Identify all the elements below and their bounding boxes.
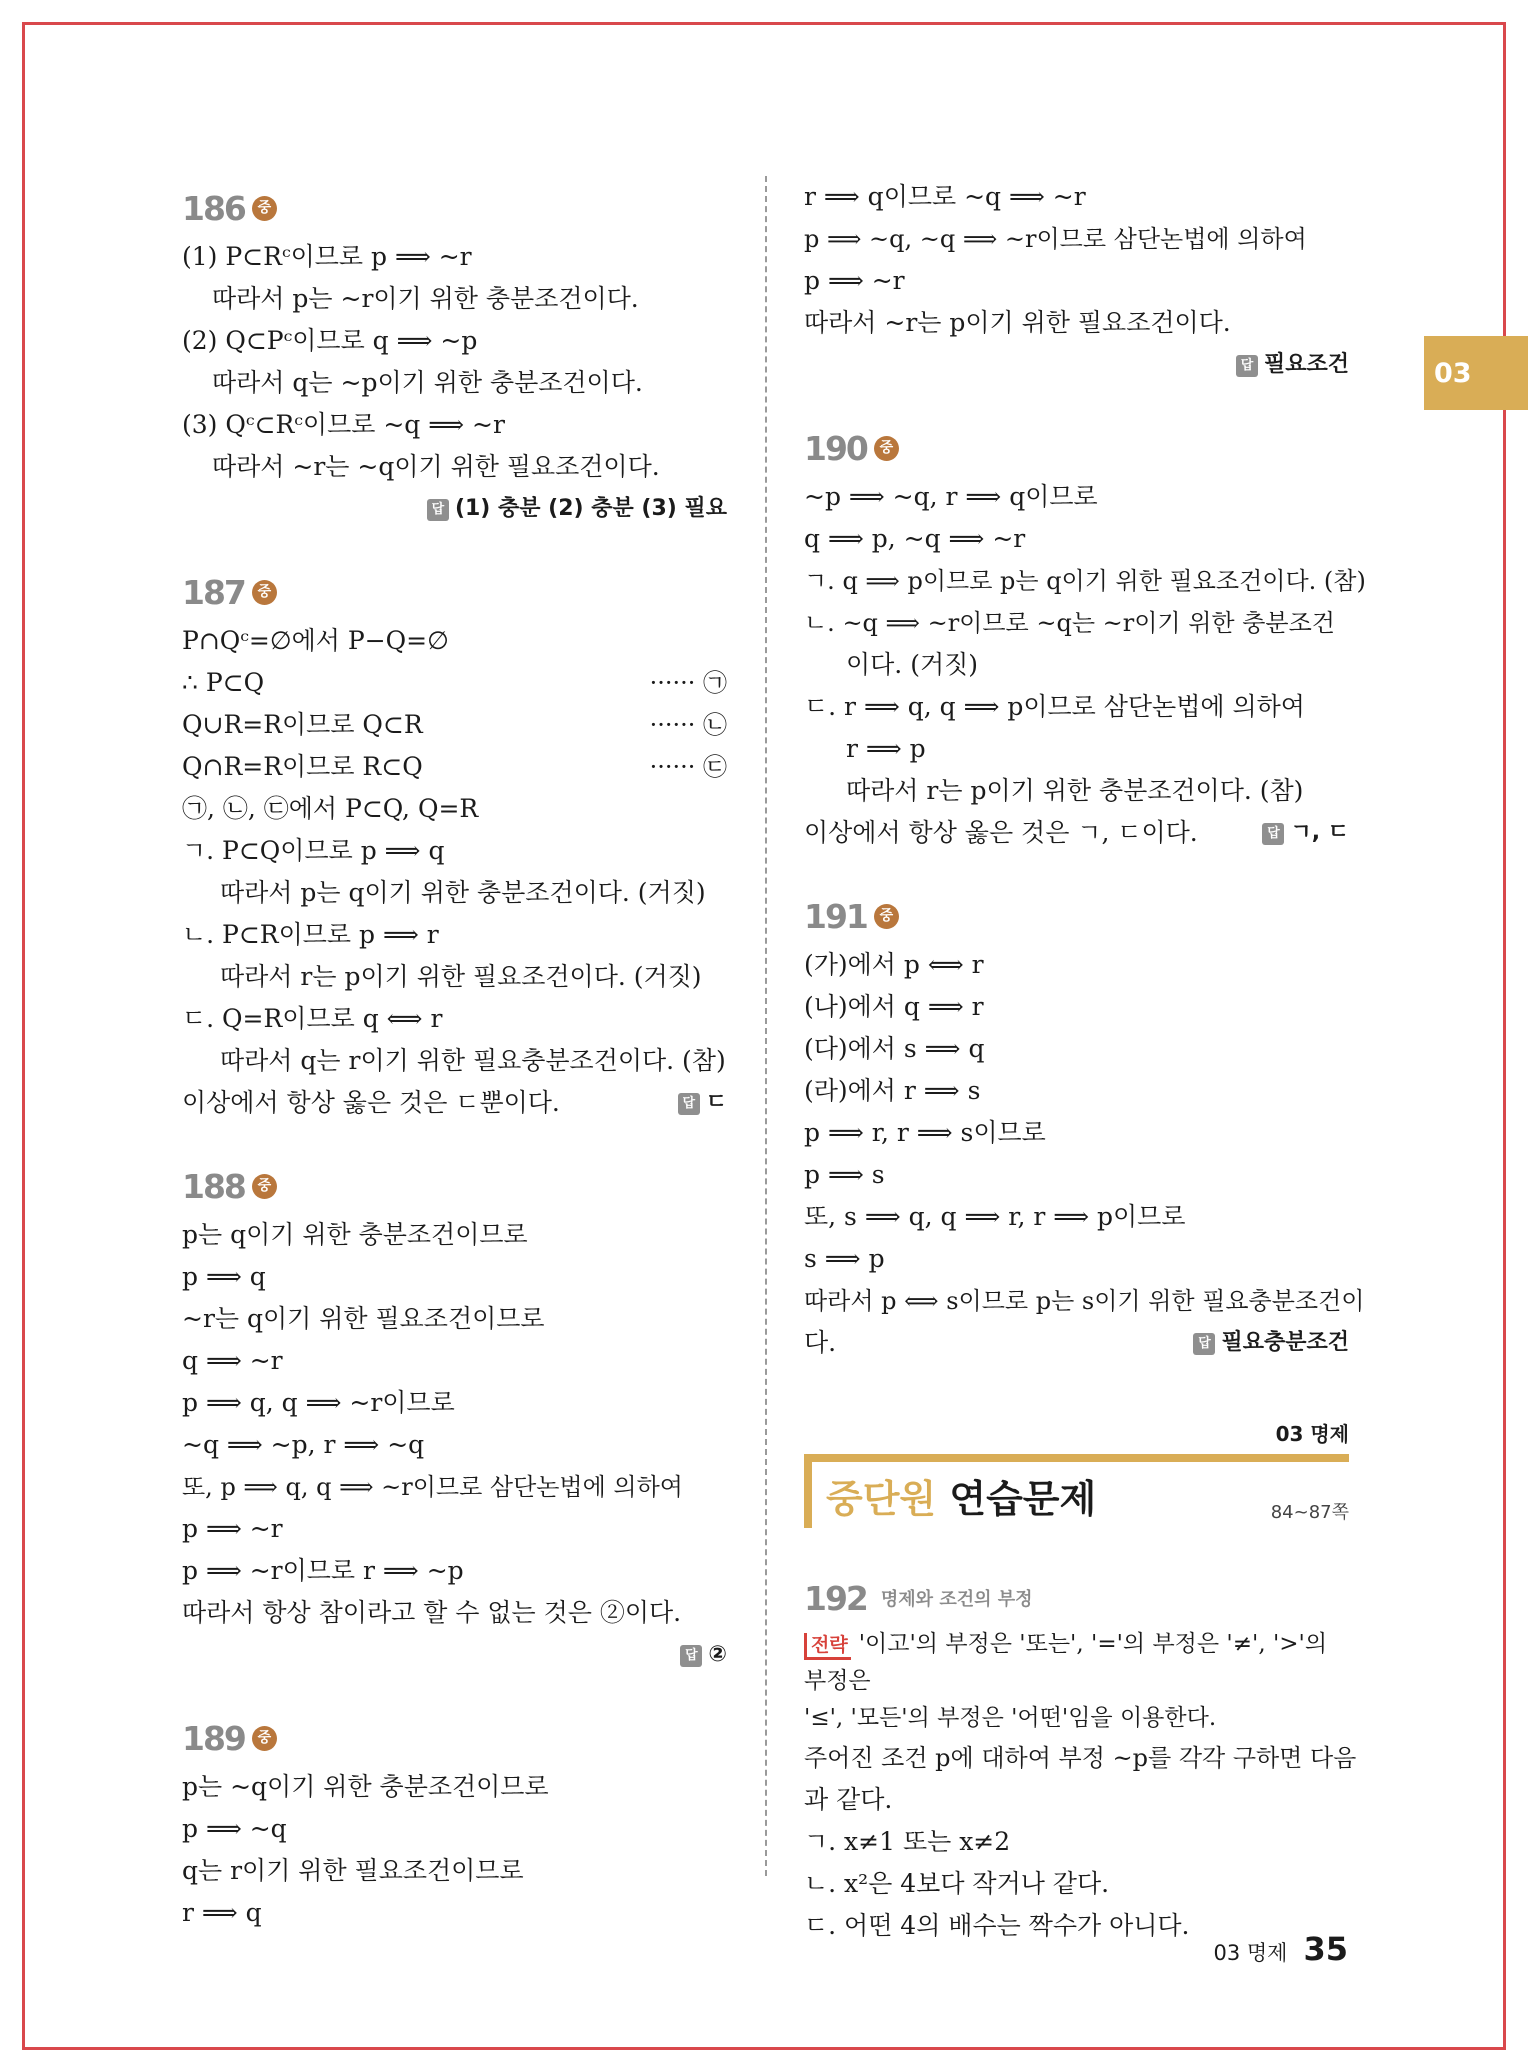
solution-line: 따라서 r는 p이기 위한 필요조건이다. (거짓)	[220, 962, 702, 991]
solution-line: 과 같다.	[804, 1785, 893, 1814]
equation-marker: ······ ㉡	[649, 711, 727, 739]
problem-189-header	[182, 1712, 727, 1764]
answer-icon: 답	[1193, 1333, 1215, 1355]
solution-line: 따라서 p는 q이기 위한 충분조건이다. (거짓)	[220, 878, 706, 907]
answer-icon: 답	[678, 1093, 700, 1115]
solution-line: ㄱ. P⊂Q이므로 p ⟹ q	[182, 836, 445, 865]
problem-191-header	[804, 890, 1349, 942]
answer-icon: 답	[1262, 823, 1284, 845]
solution-line: p ⟹ ~q	[182, 1814, 287, 1843]
answer-line	[182, 1634, 727, 1676]
problem-number: 191	[804, 896, 867, 936]
solution-line	[182, 662, 727, 704]
answer-text: ㄷ	[705, 1090, 727, 1115]
solution-line: p ⟹ ~r	[804, 266, 905, 295]
problem-number: 186	[182, 188, 245, 228]
solution-line: (나)에서 q ⟹ r	[804, 992, 984, 1021]
strategy-text: '이고'의 부정은 '또는', '='의 부정은 '≠', '>'의 부정은	[804, 1631, 1328, 1694]
problem-number: 192	[804, 1578, 867, 1618]
solution-line: r ⟹ p	[846, 734, 926, 763]
solution-line: ~r는 q이기 위한 필요조건이므로	[182, 1304, 545, 1333]
footer-chapter: 03 명제	[1213, 1941, 1288, 1965]
solution-line: (2) Q⊂Pᶜ이므로 q ⟹ ~p	[182, 326, 478, 355]
problem-number: 190	[804, 428, 867, 468]
solution-line: r ⟹ q	[182, 1898, 262, 1927]
solution-line: ㄱ. q ⟹ p이므로 p는 q이기 위한 필요조건이다. (참)	[804, 567, 1366, 595]
problem-187-header	[182, 566, 727, 618]
answer-icon: 답	[1236, 355, 1258, 377]
difficulty-badge: 중	[252, 580, 277, 605]
chapter-side-tab: 03	[1424, 336, 1528, 410]
answer-line	[678, 1082, 727, 1124]
solution-line: (다)에서 s ⟹ q	[804, 1034, 985, 1063]
solution-line: (라)에서 r ⟹ s	[804, 1076, 981, 1105]
problem-186-header	[182, 182, 727, 234]
solution-line: ㄴ. x²은 4보다 작거나 같다.	[804, 1869, 1110, 1898]
solution-line	[182, 704, 727, 746]
solution-line: ㄴ. ~q ⟹ ~r이므로 ~q는 ~r이기 위한 충분조건	[804, 609, 1335, 637]
difficulty-badge: 중	[874, 904, 899, 929]
solution-line: p ⟹ r, r ⟹ s이므로	[804, 1118, 1046, 1147]
solution-line: 또, s ⟹ q, q ⟹ r, r ⟹ p이므로	[804, 1202, 1186, 1231]
solution-text: 이상에서 항상 옳은 것은 ㄱ, ㄷ이다.	[804, 818, 1198, 847]
solution-line: ㄷ. Q=R이므로 q ⟺ r	[182, 1004, 443, 1033]
solution-line: 따라서 q는 ~p이기 위한 충분조건이다.	[212, 368, 643, 397]
solution-line	[182, 746, 727, 788]
answer-line	[182, 488, 727, 530]
solution-line: 따라서 ~r는 ~q이기 위한 필요조건이다.	[212, 452, 660, 481]
answer-line	[804, 344, 1349, 386]
solution-line: ㄷ. 어떤 4의 배수는 짝수가 아니다.	[804, 1911, 1190, 1940]
strategy-label: 전략	[804, 1633, 851, 1660]
solution-line: p ⟹ ~q, ~q ⟹ ~r이므로 삼단논법에 의하여	[804, 225, 1307, 253]
solution-line: q는 r이기 위한 필요조건이므로	[182, 1856, 524, 1885]
solution-line: p는 ~q이기 위한 충분조건이므로	[182, 1772, 549, 1801]
solution-line: r ⟹ q이므로 ~q ⟹ ~r	[804, 182, 1086, 211]
solution-line: p ⟹ q, q ⟹ ~r이므로	[182, 1388, 455, 1417]
strategy-line	[804, 1626, 1349, 1700]
solution-line: ㉠, ㉡, ㉢에서 P⊂Q, Q=R	[182, 794, 479, 823]
solution-line: 따라서 r는 p이기 위한 충분조건이다. (참)	[846, 776, 1304, 805]
answer-text: ②	[708, 1642, 727, 1667]
equation-marker: ······ ㉢	[649, 753, 727, 781]
difficulty-badge: 중	[252, 1726, 277, 1751]
solution-line: p ⟹ q	[182, 1262, 266, 1291]
solution-line: s ⟹ p	[804, 1244, 885, 1273]
problem-topic: 명제와 조건의 부정	[880, 1589, 1033, 1610]
unit-title	[826, 1468, 1096, 1523]
solution-line	[804, 1322, 1349, 1364]
unit-banner	[804, 1454, 1349, 1528]
answer-text: ㄱ, ㄷ	[1290, 820, 1349, 845]
unit-pages: 84~87쪽	[1270, 1502, 1349, 1523]
unit-title-highlight: 중단원	[826, 1477, 937, 1521]
answer-text: (1) 충분 (2) 충분 (3) 필요	[454, 496, 727, 521]
page-footer	[1213, 1930, 1348, 1968]
solution-line: ~q ⟹ ~p, r ⟹ ~q	[182, 1430, 425, 1459]
equation-marker: ······ ㉠	[649, 669, 727, 697]
answer-text: 필요충분조건	[1221, 1330, 1349, 1355]
solution-line: q ⟹ ~r	[182, 1346, 283, 1375]
solution-line	[182, 1082, 727, 1124]
difficulty-badge: 중	[252, 196, 277, 221]
answer-line	[1262, 812, 1349, 854]
solution-text: Q∩R=R이므로 R⊂Q	[182, 752, 423, 781]
strategy-line: '≤', '모든'의 부정은 '어떤'임을 이용한다.	[804, 1705, 1217, 1731]
solution-line: ~p ⟹ ~q, r ⟹ q이므로	[804, 482, 1098, 511]
solution-line: 따라서 ~r는 p이기 위한 필요조건이다.	[804, 308, 1231, 337]
problem-number: 188	[182, 1166, 245, 1206]
answer-icon: 답	[680, 1645, 702, 1667]
solution-text: 다.	[804, 1328, 837, 1357]
problem-number: 189	[182, 1718, 245, 1758]
problem-number: 187	[182, 572, 245, 612]
solution-line: q ⟹ p, ~q ⟹ ~r	[804, 524, 1026, 553]
solution-line: 따라서 항상 참이라고 할 수 없는 것은 ②이다.	[182, 1598, 682, 1627]
solution-line: 따라서 q는 r이기 위한 필요충분조건이다. (참)	[220, 1046, 726, 1075]
solution-line: 이다. (거짓)	[846, 650, 979, 679]
answer-icon: 답	[427, 499, 449, 521]
solution-line: ㄷ. r ⟹ q, q ⟹ p이므로 삼단논법에 의하여	[804, 692, 1305, 721]
solution-line: p ⟹ ~r	[182, 1514, 283, 1543]
page-number: 35	[1303, 1930, 1348, 1968]
solution-text: Q∪R=R이므로 Q⊂R	[182, 710, 423, 739]
solution-line: (1) P⊂Rᶜ이므로 p ⟹ ~r	[182, 242, 472, 271]
left-column	[182, 168, 727, 1934]
solution-line: ㄱ. x≠1 또는 x≠2	[804, 1827, 1011, 1856]
answer-line	[1193, 1322, 1349, 1364]
problem-190-header	[804, 422, 1349, 474]
solution-line: (3) Qᶜ⊂Rᶜ이므로 ~q ⟹ ~r	[182, 410, 505, 439]
difficulty-badge: 중	[874, 436, 899, 461]
solution-line: 주어진 조건 p에 대하여 부정 ~p를 각각 구하면 다음	[804, 1744, 1357, 1772]
solution-line: p ⟹ s	[804, 1160, 885, 1189]
right-column	[804, 176, 1366, 1947]
solution-line: (가)에서 p ⟺ r	[804, 950, 984, 979]
problem-192-header	[804, 1572, 1349, 1624]
unit-title-rest: 연습문제	[949, 1477, 1097, 1521]
solution-line: 또, p ⟹ q, q ⟹ ~r이므로 삼단논법에 의하여	[182, 1473, 683, 1501]
column-divider	[765, 176, 767, 1876]
solution-line: p는 q이기 위한 충분조건이므로	[182, 1220, 528, 1249]
unit-banner-bar	[804, 1462, 812, 1528]
solution-line: P∩Qᶜ=∅에서 P−Q=∅	[182, 626, 449, 655]
solution-line: ㄴ. P⊂R이므로 p ⟹ r	[182, 920, 439, 949]
unit-label: 03 명제	[1275, 1422, 1349, 1446]
solution-text: 이상에서 항상 옳은 것은 ㄷ뿐이다.	[182, 1088, 560, 1117]
solution-line: 따라서 p ⟺ s이므로 p는 s이기 위한 필요충분조건이	[804, 1287, 1365, 1315]
answer-text: 필요조건	[1263, 352, 1349, 377]
solution-text: ∴ P⊂Q	[182, 668, 265, 697]
solution-line: 따라서 p는 ~r이기 위한 충분조건이다.	[212, 284, 639, 313]
difficulty-badge: 중	[252, 1174, 277, 1199]
solution-line: p ⟹ ~r이므로 r ⟹ ~p	[182, 1556, 464, 1585]
solution-line	[804, 812, 1349, 854]
problem-188-header	[182, 1160, 727, 1212]
